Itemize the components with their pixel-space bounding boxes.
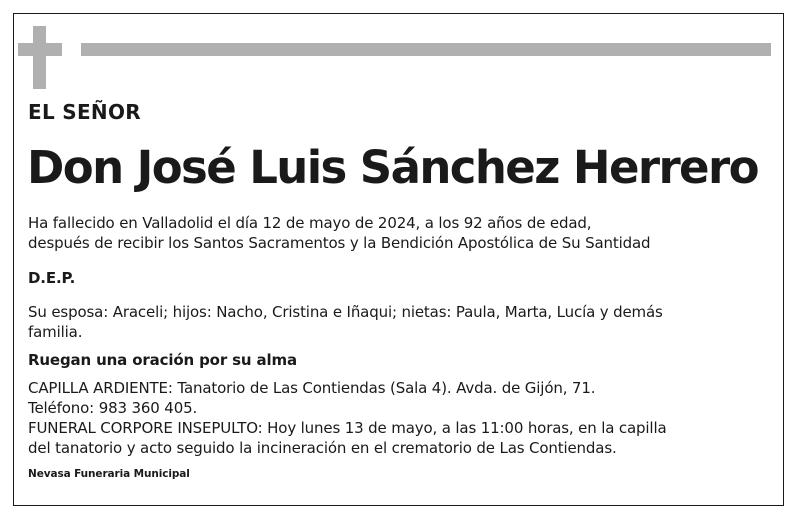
death-line-2: después de recibir los Santos Sacramentos y la Bendición Apostólica de Su Santidad: [28, 234, 651, 252]
details-line-2: Teléfono: 983 360 405.: [28, 399, 198, 417]
cross-horizontal-bar: [18, 43, 62, 56]
death-announcement: [28, 213, 773, 253]
cross-vertical-bar: [33, 26, 46, 89]
funeral-home-credit: Nevasa Funeraria Municipal: [28, 468, 190, 480]
dep-label: D.E.P.: [28, 269, 76, 287]
family-line-1: Su esposa: Araceli; hijos: Nacho, Cristina e Iñaqui; nietas: Paula, Marta, Lucía y demás: [28, 303, 663, 321]
details-line-1: CAPILLA ARDIENTE: Tanatorio de Las Contiendas (Sala 4). Avda. de Gijón, 71.: [28, 379, 596, 397]
service-details: [28, 378, 773, 458]
heading-honorific: EL SEÑOR: [28, 100, 141, 124]
death-line-1: Ha fallecido en Valladolid el día 12 de mayo de 2024, a los 92 años de edad,: [28, 214, 592, 232]
details-line-4: del tanatorio y acto seguido la incineración en el crematorio de Las Contiendas.: [28, 439, 617, 457]
header-rule: [81, 43, 771, 56]
details-line-3: FUNERAL CORPORE INSEPULTO: Hoy lunes 13 de mayo, a las 11:00 horas, en la capilla: [28, 419, 667, 437]
family-list: [28, 302, 773, 342]
deceased-name: Don José Luis Sánchez Herrero: [27, 141, 758, 194]
prayer-request: Ruegan una oración por su alma: [28, 351, 297, 369]
family-line-2: familia.: [28, 323, 83, 341]
